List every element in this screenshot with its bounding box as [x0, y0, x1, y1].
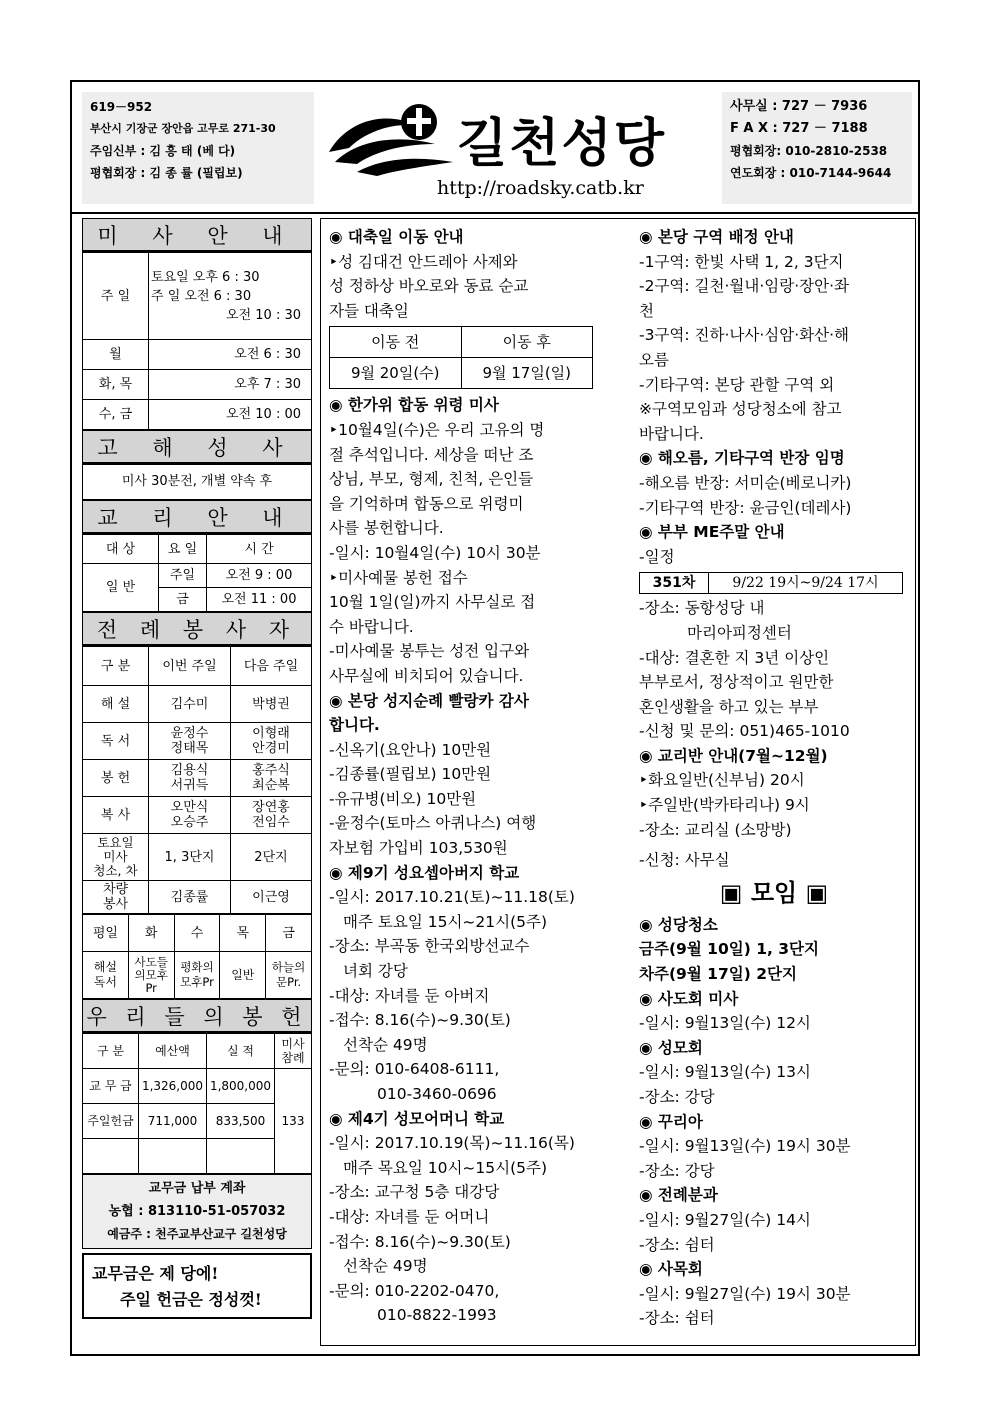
offering-table [82, 1033, 312, 1174]
council-phone: 평협회장: 010-2810-2538 [730, 144, 888, 158]
mass-time: 토요일 오후 6 : 30 주 일 오전 6 : 30 오전 10 : 30 [149, 253, 312, 340]
main-content [320, 218, 916, 1346]
postal-code: 619－952 [90, 100, 153, 114]
weekday-servers-table [82, 914, 312, 999]
text-line: -접수: 8.16(수)~9.30(토) [329, 1011, 511, 1030]
text-line: -장소: 강당 [639, 1088, 715, 1106]
weekday-header: 목 [220, 915, 266, 952]
section-title: ◉ 성당청소 [639, 915, 718, 934]
servers-header: 이번 주일 [149, 647, 231, 686]
server-next-week: 박병권 [231, 686, 312, 723]
confession-note: 미사 30분전, 개별 약속 후 [82, 464, 312, 500]
text-line: -김종률(필립보) 10만원 [329, 765, 492, 784]
text-line: 자보험 가입비 103,530원 [329, 839, 508, 858]
feast-after-date: 9월 17일(일) [461, 358, 593, 389]
logo [327, 96, 717, 206]
servers-header: 다음 주일 [231, 647, 312, 686]
text-line: 수 바랍니다. [329, 617, 414, 636]
doctrine-header: 대 상 [83, 535, 159, 564]
text-line: 사무실에 비치되어 있습니다. [329, 666, 524, 685]
assoc-phone: 연도회장 : 010-7144-9644 [730, 166, 892, 180]
council-chair: 평협회장 : 김 종 률 (필립보) [90, 166, 243, 180]
weekday-role: 해설 독서 [83, 952, 129, 999]
section-title: ◉ 해오름, 기타구역 반장 임명 [639, 449, 845, 468]
mass-day: 수, 금 [83, 400, 149, 430]
text-line: ‣10월4일(수)은 우리 고유의 명 [329, 420, 545, 439]
text-line: ‣성 김대건 안드레아 사제와 [329, 252, 518, 271]
mass-time: 오전 10 : 00 [149, 400, 312, 430]
text-line: -신청 및 문의: 051)465-1010 [639, 722, 850, 741]
section-title: ◉ 사도회 미사 [639, 989, 739, 1008]
weekday-header: 화 [128, 915, 174, 952]
server-role: 복 사 [83, 797, 149, 834]
text-line: -기타구역: 본당 관할 구역 외 [639, 375, 835, 394]
header-right-box [722, 92, 912, 204]
server-role: 독 서 [83, 723, 149, 760]
servers-header: 구 분 [83, 647, 149, 686]
office-phone: 사무실 : 727 － 7936 [730, 99, 868, 114]
text-line: -해오름 반장: 서미순(베로니카) [639, 473, 852, 492]
text-line: 오름 [639, 350, 669, 369]
text-line: -2구역: 길천·월내·임랑·장안·좌 [639, 277, 850, 296]
text-line: -장소: 교리실 (소망방) [639, 820, 792, 839]
server-next-week: 이근영 [231, 881, 312, 914]
server-role: 토요일 미사 청소, 차 [83, 834, 149, 881]
text-line: 바랍니다. [639, 424, 704, 443]
section-title: 합니다. [329, 716, 380, 735]
text-line: 상님, 부모, 형제, 친척, 은인들 [329, 470, 534, 489]
doctrine-day: 금 [159, 588, 207, 612]
server-this-week: 1, 3단지 [149, 834, 231, 881]
mass-time: 오전 6 : 30 [149, 340, 312, 370]
text-line: -유규병(비오) 10만원 [329, 789, 477, 808]
feast-before-label: 이동 전 [330, 327, 462, 358]
text-line: 을 기억하며 합동으로 위령미 [329, 494, 524, 513]
offering-label: 주일헌금 [83, 1104, 139, 1139]
doctrine-header: 시 간 [207, 535, 312, 564]
text-line: -장소: 강당 [639, 1161, 715, 1180]
server-this-week: 김종률 [149, 881, 231, 914]
account-number: 농협 : 813110-51-057032 [108, 1204, 286, 1219]
text-line: -장소: 교구청 5층 대강당 [329, 1183, 500, 1202]
section-title: ◉ 제9기 성요셉아버지 학교 [329, 863, 520, 882]
server-this-week: 윤정수 정태목 [149, 723, 231, 760]
text-line: 매주 목요일 10시~15시(5주) [343, 1158, 548, 1177]
text-line: -신옥기(요안나) 10만원 [329, 740, 492, 759]
me-dates: 9/22 19시~9/24 17시 [709, 573, 903, 594]
offering-header: 미사 참례 [275, 1034, 312, 1069]
text-line: -대상: 자녀를 둔 어머니 [329, 1207, 490, 1226]
offering-empty [139, 1139, 207, 1174]
account-box [82, 1174, 312, 1249]
mass-table [82, 252, 312, 430]
text-line: -장소: 부곡동 한국외방선교수 [329, 937, 530, 956]
server-this-week: 김수미 [149, 686, 231, 723]
account-holder: 예금주 : 천주교부산교구 길천성당 [107, 1227, 287, 1241]
section-title: ◉ 한가위 합동 위령 미사 [329, 396, 499, 415]
text-line: -장소: 쉼터 [639, 1235, 715, 1254]
slogan-box [82, 1253, 312, 1319]
server-role: 차량 봉사 [83, 881, 149, 914]
content-column-2 [639, 225, 909, 1331]
text-line: -장소: 쉼터 [639, 1309, 715, 1328]
text-line: -접수: 8.16(수)~9.30(토) [329, 1232, 511, 1251]
me-session: 351차 [640, 573, 709, 594]
text-line: 마리아피정센터 [687, 623, 792, 642]
servers-table [82, 646, 312, 914]
text-line: -일시: 9월27일(수) 14시 [639, 1210, 811, 1229]
doctrine-time: 오전 9 : 00 [207, 564, 312, 588]
section-title: ◉ 제4기 성모어머니 학교 [329, 1109, 505, 1128]
weekday-server: 하늘의 문Pr. [266, 952, 312, 999]
fax-number: F A X : 727 － 7188 [730, 121, 868, 136]
website-url[interactable]: http://roadsky.catb.kr [437, 177, 644, 199]
text-line: 매주 토요일 15시~21시(5주) [343, 912, 548, 931]
mass-time: 오후 7 : 30 [149, 370, 312, 400]
text-line: -일시: 9월27일(수) 19시 30분 [639, 1284, 851, 1303]
pastor: 주임신부 : 김 흥 태 (베 다) [90, 144, 236, 158]
text-line: 혼인생활을 하고 있는 부부 [639, 697, 819, 716]
text-line: -기타구역 반장: 윤금인(데레사) [639, 498, 852, 517]
weekday-header: 금 [266, 915, 312, 952]
slogan-line: 교무금은 제 당에! [92, 1264, 219, 1283]
weekday-server: 사도들 의모후 Pr [128, 952, 174, 999]
section-title: ◉ 부부 ME주말 안내 [639, 523, 785, 542]
church-name: 길천성당 [457, 114, 666, 174]
text-line: -대상: 결혼한 지 3년 이상인 [639, 648, 830, 667]
section-title: ◉ 본당 성지순례 빨랑카 감사 [329, 691, 529, 710]
server-next-week: 2단지 [231, 834, 312, 881]
text-line: -3구역: 진하·나사·심암·화산·해 [639, 326, 850, 345]
text-line: 녀회 강당 [343, 962, 408, 981]
text-line: -일정 [639, 547, 675, 566]
bulletin-frame [70, 80, 920, 1356]
section-title: ◉ 꾸리아 [639, 1112, 703, 1131]
offering-header: 실 적 [207, 1034, 275, 1069]
content-column-1 [329, 225, 597, 1328]
text-line: -대상: 자녀를 둔 아버지 [329, 986, 490, 1005]
account-title: 교무금 납부 계좌 [148, 1181, 246, 1196]
server-this-week: 김용식 서귀득 [149, 760, 231, 797]
doctrine-section-header: 교 리 안 내 [82, 500, 312, 534]
offering-empty [207, 1139, 275, 1174]
header-left-box [82, 92, 314, 204]
text-line: ※구역모임과 성당청소에 참고 [639, 400, 842, 419]
me-schedule-table [639, 572, 903, 594]
offering-empty [83, 1139, 139, 1174]
mass-attendance: 133 [275, 1069, 312, 1174]
weekday-header: 평일 [83, 915, 129, 952]
offering-section-header: 우 리 들 의 봉 헌 [82, 999, 312, 1033]
doctrine-table [82, 534, 312, 612]
server-next-week: 이형래 안경미 [231, 723, 312, 760]
text-line: 금주(9월 10일) 1, 3단지 [639, 940, 820, 959]
text-line: 선착순 49명 [343, 1035, 428, 1054]
text-line: -문의: 010-6408-6111, [329, 1060, 500, 1079]
offering-header: 예산액 [139, 1034, 207, 1069]
mass-day: 화, 목 [83, 370, 149, 400]
feast-before-date: 9월 20일(수) [330, 358, 462, 389]
feast-after-label: 이동 후 [461, 327, 593, 358]
offering-actual: 833,500 [207, 1104, 275, 1139]
text-line: 천 [639, 301, 654, 320]
text-line: -장소: 동항성당 내 [639, 599, 765, 618]
text-line: 부부로서, 정상적이고 원만한 [639, 673, 834, 692]
text-line: 성 정하상 바오로와 동료 순교 [329, 277, 529, 296]
text-line: 자들 대축일 [329, 301, 409, 320]
text-line: -1구역: 한빛 사택 1, 2, 3단지 [639, 252, 844, 271]
section-title: ◉ 교리반 안내(7월~12월) [639, 746, 828, 765]
header [72, 82, 918, 214]
left-column [82, 218, 312, 1346]
server-role: 봉 헌 [83, 760, 149, 797]
section-title: ◉ 전례분과 [639, 1186, 718, 1205]
offering-budget: 711,000 [139, 1104, 207, 1139]
offering-header: 구 분 [83, 1034, 139, 1069]
weekday-header: 수 [174, 915, 220, 952]
section-title: ◉ 본당 구역 배정 안내 [639, 228, 794, 246]
feast-move-table [329, 326, 593, 389]
text-line: ‣화요일반(신부님) 20시 [639, 771, 805, 790]
confession-section-header: 고 해 성 사 [82, 430, 312, 464]
address: 부산시 기장군 장안읍 고무로 271-30 [90, 122, 276, 135]
doctrine-time: 오전 11 : 00 [207, 588, 312, 612]
text-line: -신청: 사무실 [639, 851, 730, 870]
offering-actual: 1,800,000 [207, 1069, 275, 1104]
text-line: -일시: 10월4일(수) 10시 30분 [329, 543, 541, 562]
church-logo-icon [327, 100, 457, 180]
doctrine-target: 일 반 [83, 564, 159, 612]
slogan-line: 주일 헌금은 정성껏! [120, 1290, 262, 1309]
servers-section-header: 전 례 봉 사 자 [82, 612, 312, 646]
text-line: 사를 봉헌합니다. [329, 519, 444, 538]
text-line: -윤정수(토마스 아퀴나스) 여행 [329, 814, 537, 833]
text-line: -일시: 2017.10.19(목)~11.16(목) [329, 1134, 575, 1153]
text-line: -일시: 9월13일(수) 19시 30분 [639, 1137, 851, 1156]
text-line: 선착순 49명 [343, 1257, 428, 1276]
text-line: -일시: 9월13일(수) 13시 [639, 1063, 811, 1082]
text-line: -미사예물 봉투는 성전 입구와 [329, 642, 530, 661]
offering-label: 교 무 금 [83, 1069, 139, 1104]
section-title: ◉ 사목회 [639, 1260, 703, 1279]
weekday-server: 일반 [220, 952, 266, 999]
text-line: 010-8822-1993 [377, 1306, 497, 1325]
section-title: ◉ 대축일 이동 안내 [329, 228, 464, 246]
text-line: 10월 1일(일)까지 사무실로 접 [329, 593, 536, 612]
gatherings-title: ▣ 모임 ▣ [719, 878, 829, 907]
mass-day: 주 일 [83, 253, 149, 340]
text-line: 절 추석입니다. 세상을 떠난 조 [329, 445, 534, 464]
text-line: ‣주일반(박카타리나) 9시 [639, 796, 810, 815]
server-next-week: 장연홍 전임수 [231, 797, 312, 834]
weekday-server: 평화의 모후Pr [174, 952, 220, 999]
section-title: ◉ 성모회 [639, 1038, 703, 1057]
text-line: ‣미사예물 봉헌 접수 [329, 568, 468, 587]
server-role: 해 설 [83, 686, 149, 723]
text-line: -문의: 010-2202-0470, [329, 1281, 500, 1300]
doctrine-header: 요 일 [159, 535, 207, 564]
text-line: 010-3460-0696 [377, 1085, 497, 1103]
server-next-week: 홍주식 최순복 [231, 760, 312, 797]
doctrine-day: 주일 [159, 564, 207, 588]
mass-section-header: 미 사 안 내 [82, 218, 312, 252]
server-this-week: 오만식 오승주 [149, 797, 231, 834]
text-line: -일시: 9월13일(수) 12시 [639, 1014, 811, 1033]
mass-day: 월 [83, 340, 149, 370]
offering-budget: 1,326,000 [139, 1069, 207, 1104]
text-line: 차주(9월 17일) 2단지 [639, 965, 797, 984]
text-line: -일시: 2017.10.21(토)~11.18(토) [329, 888, 575, 907]
